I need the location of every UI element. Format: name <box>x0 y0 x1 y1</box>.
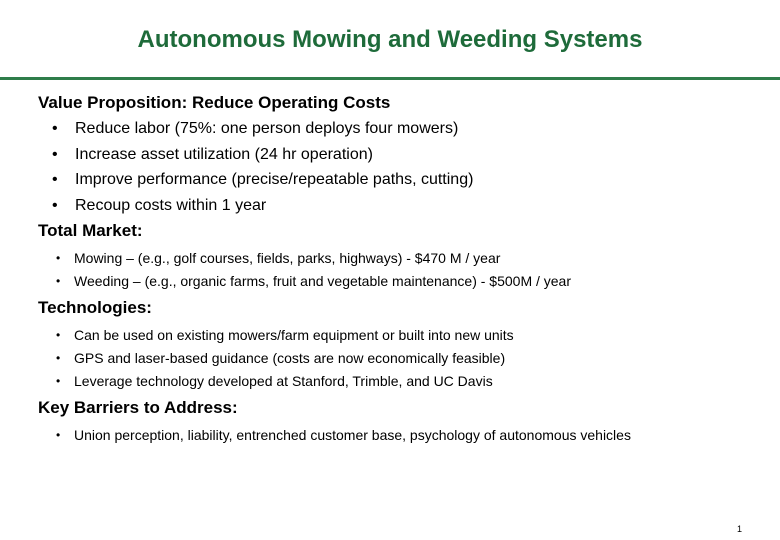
bullet-icon: • <box>56 328 61 342</box>
list-item <box>38 370 758 393</box>
total-market-list <box>38 247 758 293</box>
list-item <box>38 270 758 293</box>
bullet-icon: • <box>52 145 58 163</box>
list-item-text: Can be used on existing mowers/farm equipment or built into new units <box>74 327 514 343</box>
list-item-text: GPS and laser-based guidance (costs are now economically feasible) <box>74 350 506 366</box>
key-barriers-list <box>38 424 758 447</box>
list-item <box>38 324 758 347</box>
technologies-list <box>38 324 758 393</box>
section-heading-key-barriers: Key Barriers to Address: <box>38 398 238 417</box>
bullet-icon: • <box>52 171 58 188</box>
section-heading-value-proposition: Value Proposition: Reduce Operating Costs <box>38 93 391 112</box>
list-item <box>38 116 758 142</box>
slide-body <box>38 92 758 451</box>
list-item-text: Reduce labor (75%: one person deploys four mowers) <box>75 120 459 137</box>
list-item <box>38 347 758 370</box>
slide-title: Autonomous Mowing and Weeding Systems <box>137 26 643 53</box>
page-number: 1 <box>736 524 742 534</box>
list-item-text: Improve performance (precise/repeatable paths, cutting) <box>75 171 474 188</box>
list-item-text: Increase asset utilization (24 hr operation) <box>75 145 373 163</box>
section-heading-technologies: Technologies: <box>38 298 152 317</box>
section-heading-total-market: Total Market: <box>38 221 143 240</box>
bullet-icon: • <box>56 428 61 442</box>
list-item <box>38 193 758 219</box>
value-proposition-list <box>38 116 758 218</box>
list-item-text: Recoup costs within 1 year <box>75 196 267 214</box>
bullet-icon: • <box>52 196 58 214</box>
list-item <box>38 142 758 168</box>
list-item <box>38 167 758 193</box>
bullet-icon: • <box>56 274 61 288</box>
bullet-icon: • <box>52 120 58 137</box>
title-divider <box>0 77 780 80</box>
bullet-icon: • <box>56 251 61 265</box>
list-item-text: Weeding – (e.g., organic farms, fruit and vegetable maintenance) - $500M / year <box>74 273 572 289</box>
list-item-text: Mowing – (e.g., golf courses, fields, parks, highways) - $470 M / year <box>74 250 501 266</box>
list-item <box>38 424 758 447</box>
bullet-icon: • <box>56 351 61 365</box>
list-item-text: Leverage technology developed at Stanford, Trimble, and UC Davis <box>74 373 493 389</box>
bullet-icon: • <box>56 374 61 388</box>
list-item-text: Union perception, liability, entrenched customer base, psychology of autonomous vehicles <box>74 427 631 443</box>
list-item <box>38 247 758 270</box>
